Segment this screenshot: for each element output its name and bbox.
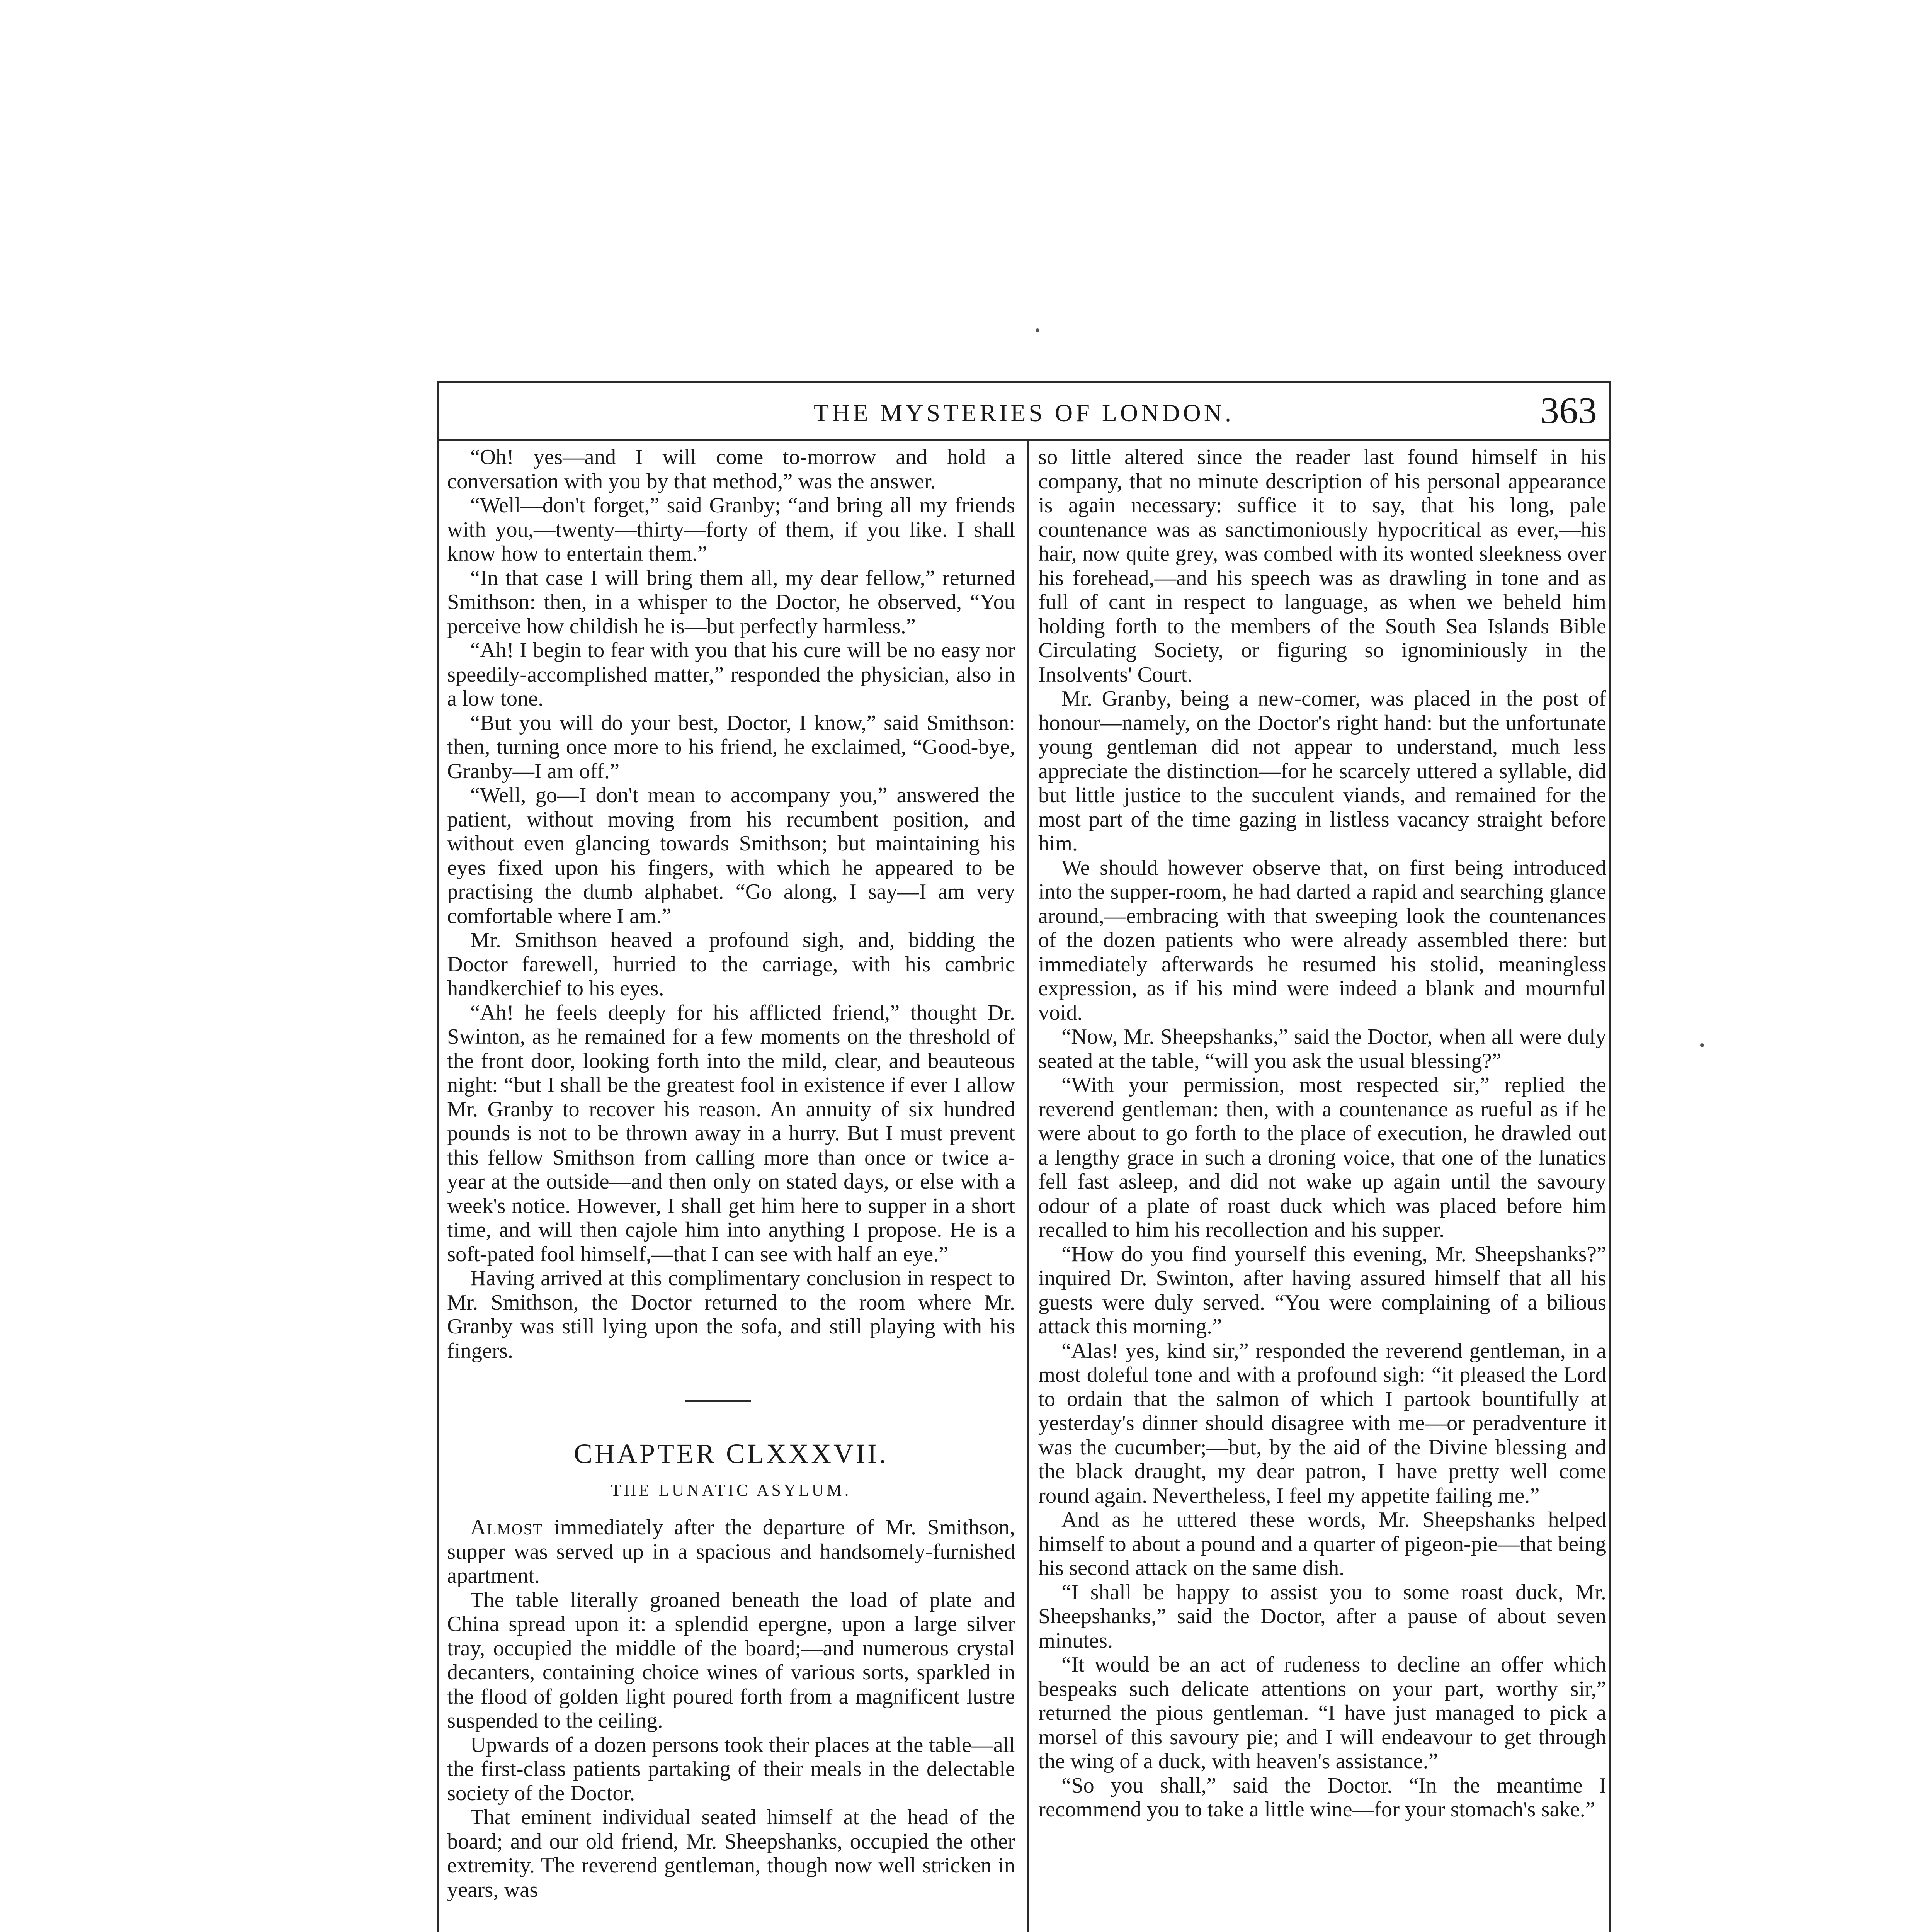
paragraph: That eminent individual seated himself at the head of the board; and our old friend, Mr. Sheepshanks, occupied the other extremity. The reverend gentleman, though now well stricken in years, was xyxy=(447,1805,1015,1902)
section-break xyxy=(447,1363,1015,1436)
paragraph: Mr. Smithson heaved a profound sigh, and, bidding the Doctor farewell, hurried to the carriage, with his cambric handkerchief to his eyes. xyxy=(447,928,1015,1000)
paragraph: “Ah! he feels deeply for his afflicted friend,” thought Dr. Swinton, as he remained for a few moments on the threshold of the front door, looking forth into the mild, clear, and beauteous night: “but I shall be the greatest fool in existence if ever I allow Mr. Granby to recover his reason. An annuity of six hundred pounds is not to be thrown away in a hurry. But I must prevent this fellow Smithson from calling more than once or twice a-year at the outside—and then only on stated days, or else with a week's notice. However, I shall get him here to supper in a short time, and will then cajole him into anything I propose. He is a soft-pated fool himself,—that I can see with half an eye.” xyxy=(447,1000,1015,1266)
scan-speck xyxy=(1036,328,1039,332)
continued-paragraph: so little altered since the reader last found himself in his company, that no minute description of his personal appearance is again necessary: suffice it to say, that his long, pale countenance was as sanctimoniously hypocritical as ever,—his hair, now quite grey, was combed with its wonted sleekness over his forehead,—and his speech was as drawling in tone and as full of cant in respect to language, as when we beheld him holding forth to the members of the South Sea Islands Bible Circulating Society, or figuring so ignominiously in the Insolvents' Court. xyxy=(1038,445,1606,687)
paragraph: “Well, go—I don't mean to accompany you,” answered the patient, without moving from his recumbent position, and without even glancing towards Smithson; but maintaining his eyes fixed upon his fingers, with which he appeared to be practising the dumb alphabet. “Go along, I say—I am very comfortable where I am.” xyxy=(447,783,1015,928)
paragraph: “But you will do your best, Doctor, I know,” said Smithson: then, turning once more to his friend, he exclaimed, “Good-bye, Granby—I am off.” xyxy=(447,711,1015,783)
page-number: 363 xyxy=(1540,390,1597,432)
paragraph: “In that case I will bring them all, my dear fellow,” returned Smithson: then, in a whisper to the Doctor, he observed, “You perceive how childish he is—but perfectly harmless.” xyxy=(447,566,1015,638)
column-divider xyxy=(1027,441,1029,1932)
paragraph: Upwards of a dozen persons took their places at the table—all the first-class patients partaking of their meals in the delectable society of the Doctor. xyxy=(447,1733,1015,1805)
paragraph: “Well—don't forget,” said Granby; “and bring all my friends with you,—twenty—thirty—forty of them, if you like. I shall know how to entertain them.” xyxy=(447,493,1015,566)
paragraph: “It would be an act of rudeness to decline an offer which bespeaks such delicate attentions on your part, worthy sir,” returned the pious gentleman. “I have just managed to pick a morsel of this savoury pie; and I will endeavour to get through the wing of a duck, with heaven's assistance.” xyxy=(1038,1653,1606,1773)
chapter-opening-paragraph xyxy=(447,1515,1015,1588)
right-column xyxy=(1038,445,1606,1932)
scan-speck xyxy=(1700,1043,1704,1047)
printed-page xyxy=(437,381,1611,1932)
paragraph: “Oh! yes—and I will come to-morrow and hold a conversation with you by that method,” was the answer. xyxy=(447,445,1015,493)
paragraph: “Alas! yes, kind sir,” responded the reverend gentleman, in a most doleful tone and with a profound sigh: “it pleased the Lord to ordain that the salmon of which I partook bountifully at yesterday's dinner should disagree with me—or peradventure it was the cucumber;—but, by the aid of the Divine blessing and the black draught, my dear patron, I have pretty well come round again. Nevertheless, I feel my appetite failing me.” xyxy=(1038,1338,1606,1508)
section-break-rule xyxy=(685,1400,751,1402)
opening-text: immediately after the departure of Mr. Smithson, supper was served up in a spacious and handsomely-furnished apartment. xyxy=(447,1515,1015,1588)
paragraph: Having arrived at this complimentary conclusion in respect to Mr. Smithson, the Doctor returned to the room where Mr. Granby was still lying upon the sofa, and still playing with his fingers. xyxy=(447,1266,1015,1363)
paragraph: “Ah! I begin to fear with you that his cure will be no easy nor speedily-accomplished matter,” responded the physician, also in a low tone. xyxy=(447,638,1015,711)
chapter-heading: CHAPTER CLXXXVII. xyxy=(574,1438,888,1469)
left-column xyxy=(447,445,1015,1932)
paragraph: The table literally groaned beneath the load of plate and China spread upon it: a splendid epergne, upon a large silver tray, occupied the middle of the board;—and numerous crystal decanters, containing choice wines of various sorts, sparkled in the flood of golden light poured forth from a magnificent lustre suspended to the ceiling. xyxy=(447,1588,1015,1733)
paragraph: “With your permission, most respected sir,” replied the reverend gentleman: then, with a countenance as rueful as if he were about to go forth to the place of execution, he drawled out a lengthy grace in such a droning voice, that one of the lunatics fell fast asleep, and did not wake up again until the savoury odour of a plate of roast duck which was placed before him recalled to him his recollection and his supper. xyxy=(1038,1073,1606,1242)
page-header xyxy=(439,383,1609,441)
paragraph: “So you shall,” said the Doctor. “In the meantime I recommend you to take a little wine—for your stomach's sake.” xyxy=(1038,1773,1606,1821)
paragraph: We should however observe that, on first being introduced into the supper-room, he had darted a rapid and searching glance around,—embracing with that sweeping look the countenances of the dozen patients who were already assembled there: but immediately afterwards he resumed his stolid, meaningless expression, as if his mind were indeed a blank and mournful void. xyxy=(1038,855,1606,1025)
paragraph: “Now, Mr. Sheepshanks,” said the Doctor, when all were duly seated at the table, “will you ask the usual blessing?” xyxy=(1038,1025,1606,1073)
running-title: THE MYSTERIES OF LONDON. xyxy=(814,399,1234,427)
chapter-subtitle: THE LUNATIC ASYLUM. xyxy=(611,1481,852,1500)
paragraph: “I shall be happy to assist you to some roast duck, Mr. Sheepshanks,” said the Doctor, after a pause of about seven minutes. xyxy=(1038,1580,1606,1653)
paragraph: And as he uttered these words, Mr. Sheepshanks helped himself to about a pound and a quarter of pigeon-pie—that being his second attack on the same dish. xyxy=(1038,1508,1606,1580)
opening-word: Almost xyxy=(470,1515,543,1539)
paragraph: Mr. Granby, being a new-comer, was placed in the post of honour—namely, on the Doctor's right hand: but the unfortunate young gentleman did not appear to understand, much less appreciate the distinction—for he scarcely uttered a syllable, did but little justice to the succulent viands, and remained for the most part of the time gazing in listless vacancy straight before him. xyxy=(1038,687,1606,855)
paragraph: “How do you find yourself this evening, Mr. Sheepshanks?” inquired Dr. Swinton, after having assured himself that all his guests were duly served. “You were complaining of a bilious attack this morning.” xyxy=(1038,1242,1606,1338)
